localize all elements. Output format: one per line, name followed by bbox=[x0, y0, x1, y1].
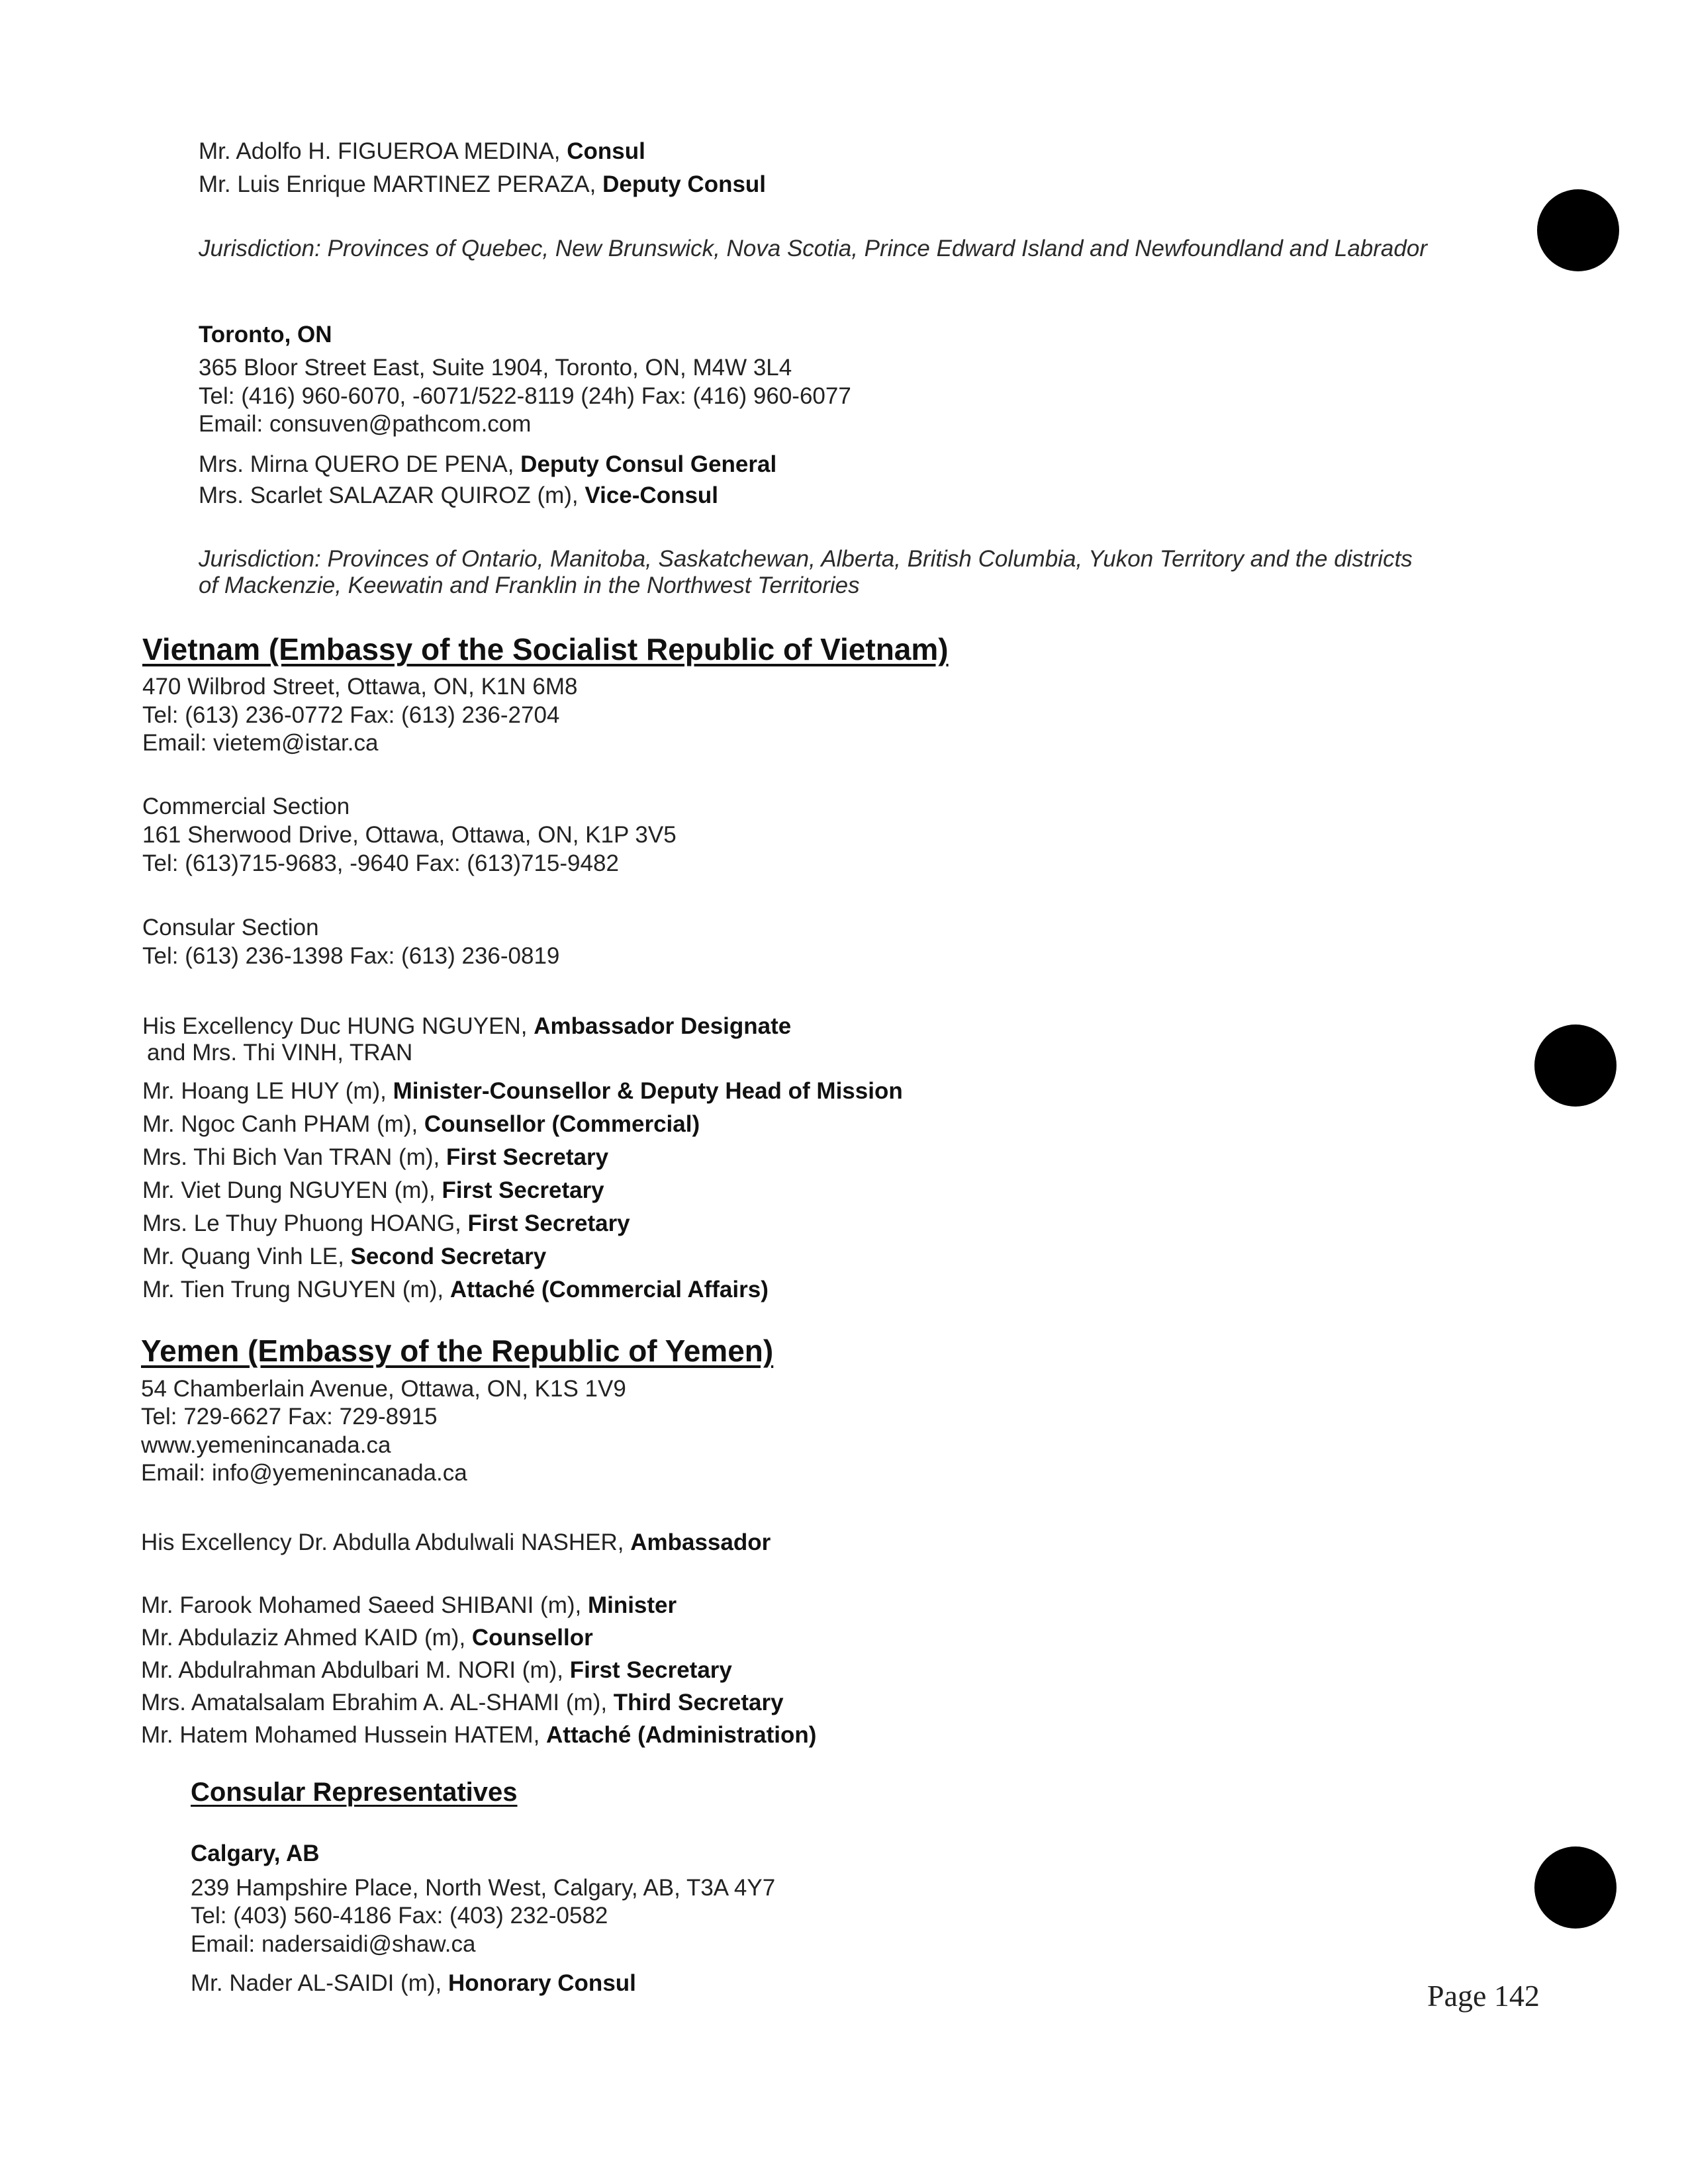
email-line: Email: nadersaidi@shaw.ca bbox=[191, 1931, 476, 1957]
email-line: Email: info@yemenincanada.ca bbox=[141, 1460, 467, 1486]
staff-line: Mr. Abdulaziz Ahmed KAID (m), Counsellor bbox=[141, 1625, 593, 1651]
staff-line: Mr. Adolfo H. FIGUEROA MEDINA, Consul bbox=[199, 138, 645, 164]
staff-line: Mrs. Amatalsalam Ebrahim A. AL-SHAMI (m), Third Secretary bbox=[141, 1690, 784, 1715]
address-line: 470 Wilbrod Street, Ottawa, ON, K1N 6M8 bbox=[142, 674, 578, 700]
spouse-line: and Mrs. Thi VINH, TRAN bbox=[147, 1040, 413, 1066]
city-heading: Toronto, ON bbox=[199, 322, 332, 347]
staff-line: Mr. Nader AL-SAIDI (m), Honorary Consul bbox=[191, 1970, 636, 1996]
section-label: Consular Section bbox=[142, 915, 319, 940]
page-number: Page 142 bbox=[1427, 1979, 1540, 2013]
staff-line: Mrs. Mirna QUERO DE PENA, Deputy Consul General bbox=[199, 451, 777, 477]
staff-line: Mr. Hatem Mohamed Hussein HATEM, Attaché (Administration) bbox=[141, 1722, 817, 1748]
tel-line: Tel: (613) 236-0772 Fax: (613) 236-2704 bbox=[142, 702, 560, 728]
staff-line: Mr. Farook Mohamed Saeed SHIBANI (m), Minister bbox=[141, 1592, 677, 1618]
ambassador-line: His Excellency Dr. Abdulla Abdulwali NASHER, Ambassador bbox=[141, 1529, 771, 1555]
binder-hole bbox=[1537, 189, 1619, 271]
binder-hole bbox=[1534, 1024, 1617, 1107]
email-line: Email: vietem@istar.ca bbox=[142, 730, 379, 756]
tel-line: Tel: 729-6627 Fax: 729-8915 bbox=[141, 1404, 438, 1430]
tel-line: Tel: (613)715-9683, -9640 Fax: (613)715-9482 bbox=[142, 850, 619, 876]
jurisdiction-text: Jurisdiction: Provinces of Quebec, New Brunswick, Nova Scotia, Prince Edward Island and Newfoundland and Labrador bbox=[199, 236, 1427, 261]
section-heading-vietnam: Vietnam (Embassy of the Socialist Republic of Vietnam) bbox=[142, 632, 949, 666]
staff-line: Mr. Ngoc Canh PHAM (m), Counsellor (Commercial) bbox=[142, 1111, 700, 1137]
email-line: Email: consuven@pathcom.com bbox=[199, 411, 532, 437]
staff-line: Mr. Tien Trung NGUYEN (m), Attaché (Commercial Affairs) bbox=[142, 1277, 769, 1302]
city-heading: Calgary, AB bbox=[191, 1841, 320, 1866]
tel-line: Tel: (403) 560-4186 Fax: (403) 232-0582 bbox=[191, 1903, 608, 1929]
ambassador-line: His Excellency Duc HUNG NGUYEN, Ambassador Designate bbox=[142, 1013, 792, 1039]
section-heading-yemen: Yemen (Embassy of the Republic of Yemen) bbox=[141, 1334, 774, 1368]
staff-line: Mr. Abdulrahman Abdulbari M. NORI (m), First Secretary bbox=[141, 1657, 732, 1683]
staff-line: Mr. Hoang LE HUY (m), Minister-Counsellor & Deputy Head of Mission bbox=[142, 1078, 903, 1104]
staff-line: Mrs. Thi Bich Van TRAN (m), First Secretary bbox=[142, 1144, 609, 1170]
address-line: 239 Hampshire Place, North West, Calgary, AB, T3A 4Y7 bbox=[191, 1875, 776, 1901]
staff-line: Mr. Luis Enrique MARTINEZ PERAZA, Deputy Consul bbox=[199, 171, 767, 197]
section-label: Commercial Section bbox=[142, 794, 350, 819]
staff-line: Mrs. Le Thuy Phuong HOANG, First Secretary bbox=[142, 1210, 630, 1236]
staff-line: Mrs. Scarlet SALAZAR QUIROZ (m), Vice-Consul bbox=[199, 482, 719, 508]
address-line: 161 Sherwood Drive, Ottawa, Ottawa, ON, K1P 3V5 bbox=[142, 822, 677, 848]
tel-line: Tel: (416) 960-6070, -6071/522-8119 (24h) Fax: (416) 960-6077 bbox=[199, 383, 851, 409]
address-line: 365 Bloor Street East, Suite 1904, Toronto, ON, M4W 3L4 bbox=[199, 355, 792, 381]
tel-line: Tel: (613) 236-1398 Fax: (613) 236-0819 bbox=[142, 943, 560, 969]
binder-hole bbox=[1534, 1846, 1617, 1929]
staff-line: Mr. Quang Vinh LE, Second Secretary bbox=[142, 1244, 547, 1269]
subsection-heading-consular: Consular Representatives bbox=[191, 1778, 518, 1807]
website-line: www.yemenincanada.ca bbox=[141, 1432, 391, 1458]
jurisdiction-text: Jurisdiction: Provinces of Ontario, Manitoba, Saskatchewan, Alberta, British Columbia, Yukon Territory and the districts bbox=[199, 546, 1413, 572]
staff-line: Mr. Viet Dung NGUYEN (m), First Secretary bbox=[142, 1177, 604, 1203]
jurisdiction-text: of Mackenzie, Keewatin and Franklin in the Northwest Territories bbox=[199, 572, 860, 598]
address-line: 54 Chamberlain Avenue, Ottawa, ON, K1S 1V9 bbox=[141, 1376, 626, 1402]
